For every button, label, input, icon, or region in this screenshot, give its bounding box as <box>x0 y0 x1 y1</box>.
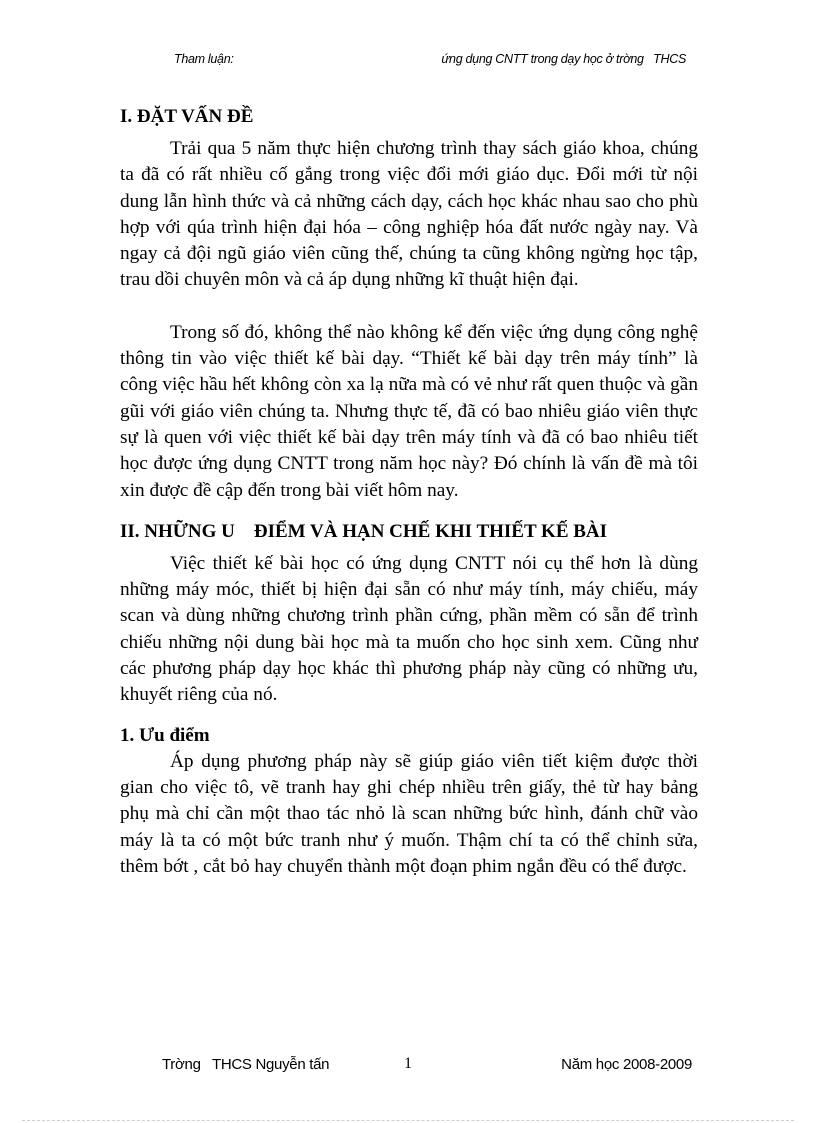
paragraph-section-2: Việc thiết kế bài học có ứng dụng CNTT nói cụ thể hơn là dùng những máy móc, thiết bị hiện đại sẵn có như máy tính, máy chiếu, máy scan và dùng những chương trình phần cứng, phần mềm có sẵn để trình chiếu những nội dung bài học mà ta muốn cho học sinh xem. Cũng như các phương pháp dạy học khác thì phương pháp này cũng có những ưu, khuyết riêng của nó. <box>120 552 698 706</box>
document-body <box>120 104 698 880</box>
section-heading-1: I. ĐẶT VẤN ĐỀ <box>120 106 254 127</box>
subsection-heading-advantages: 1. Ưu điểm <box>120 724 210 746</box>
footer-page-number: 1 <box>404 1055 412 1072</box>
page-bottom-border <box>22 1120 794 1121</box>
section-heading-2: II. NHỮNG U ĐIỂM VÀ HẠN CHẾ KHI THIẾT KẾ BÀI <box>120 520 608 542</box>
footer-school: Trờng THCS Nguyễn tấn <box>162 1056 330 1073</box>
footer-school-year: Năm học 2008-2009 <box>561 1056 692 1073</box>
header-right-text: ứng dụng CNTT trong dạy học ở trờng THCS <box>441 52 686 66</box>
header-left-text: Tham luận: <box>174 52 234 66</box>
paragraph-advantages: Áp dụng phương pháp này sẽ giúp giáo viên tiết kiệm được thời gian cho việc tô, vẽ tranh hay ghi chép nhiều trên giấy, thẻ từ hay bảng phụ mà chỉ cần một thao tác nhỏ là scan những bức hình, đánh chữ vào máy là ta có một bức tranh như ý muốn. Thậm chí ta có thể chỉnh sửa, thêm bớt , cắt bỏ hay chuyển thành một đoạn phim ngắn đều có thể được. <box>120 750 698 877</box>
paragraph-intro-2: Trong số đó, không thể nào không kể đến việc ứng dụng công nghệ thông tin vào việc thiết kế bài dạy. “Thiết kế bài dạy trên máy tính” là công việc hầu hết không còn xa lạ nữa mà có vẻ như rất quen thuộc và gần gũi với giáo viên chúng ta. Nhưng thực tế, đã có bao nhiêu giáo viên thực sự là quen với việc thiết kế bài dạy trên máy tính và đã có bao nhiêu tiết học được ứng dụng CNTT trong năm học này? Đó chính là vấn đề mà tôi xin được đề cập đến trong bài viết hôm nay. <box>120 321 698 501</box>
page-header <box>174 52 686 72</box>
page-footer <box>162 1056 692 1078</box>
paragraph-intro-1: Trải qua 5 năm thực hiện chương trình thay sách giáo khoa, chúng ta đã có rất nhiều cố gắng trong việc đổi mới giáo dục. Đổi mới từ nội dung lẫn hình thức và cả những cách dạy, cách học khác nhau sao cho phù hợp với qúa trình hiện đại hóa – công nghiệp hóa đất nước ngày nay. Và ngay cả đội ngũ giáo viên cũng thế, chúng ta cũng không ngừng học tập, trau dồi chuyên môn và cả áp dụng những kĩ thuật hiện đại. <box>120 138 698 291</box>
